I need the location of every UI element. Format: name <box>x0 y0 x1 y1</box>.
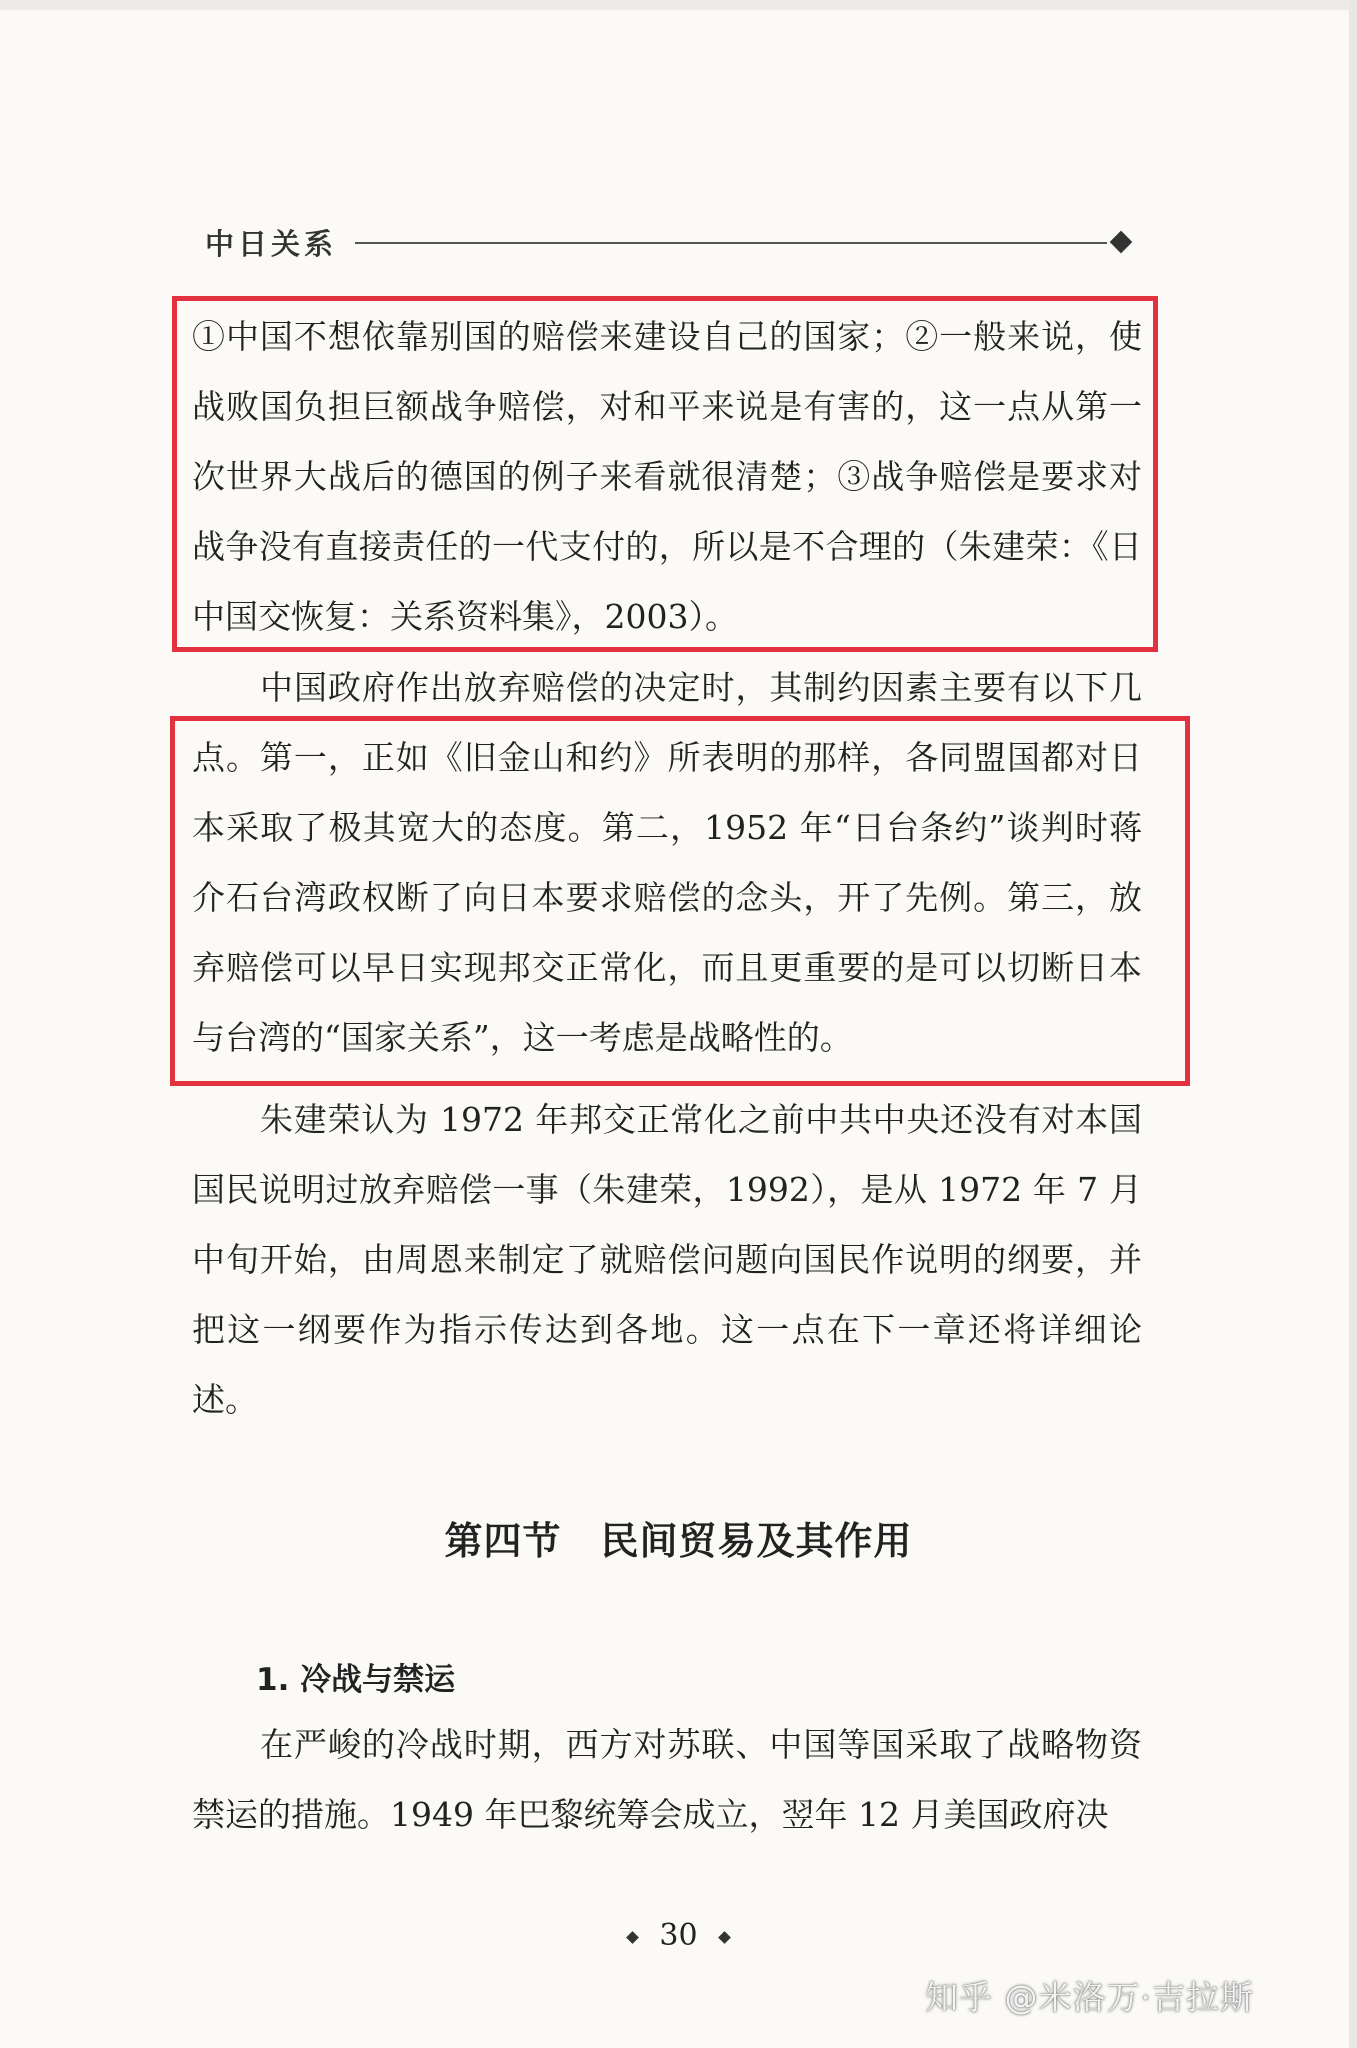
highlight-box-2 <box>170 716 1190 1086</box>
header-title: 中日关系 <box>205 227 338 261</box>
paragraph-4: 在严峻的冷战时期，西方对苏联、中国等国采取了战略物资禁运的措施。1949 年巴黎统筹会成立，翌年 12 月美国政府决 <box>192 1725 1142 1834</box>
diamond-icon <box>627 1931 640 1944</box>
highlight-box-1 <box>172 296 1158 652</box>
section-title: 第四节 民间贸易及其作用 <box>444 1519 913 1563</box>
subsection-title: 1. 冷战与禁运 <box>256 1662 456 1698</box>
page-footer <box>0 1918 1357 1953</box>
running-header <box>205 222 1135 262</box>
watermark: 知乎 @米洛万·吉拉斯 <box>925 1978 1254 2017</box>
page-right-edge <box>1349 0 1357 2048</box>
page-top-edge <box>0 0 1357 10</box>
paragraph-1: ①中国不想依靠别国的赔偿来建设自己的国家；②一般来说，使战败国负担巨额战争赔偿，对和平来说是有害的，这一点从第一次世界大战后的德国的例子来看就很清楚；③战争赔偿是要求对战争没有直接责任的一代支付的，所以是不合理的（朱建荣：《日中国交恢复：关系资料集》，2003）。 <box>192 317 1142 636</box>
diamond-icon <box>718 1931 731 1944</box>
header-rule <box>355 242 1107 244</box>
page-number: 30 <box>659 1918 698 1953</box>
paragraph-2: 中国政府作出放弃赔偿的决定时，其制约因素主要有以下几点。第一，正如《旧金山和约》所表明的那样，各同盟国都对日本采取了极其宽大的态度。第二，1952 年“日台条约”谈判时蒋介石台湾政权断了向日本要求赔偿的念头，开了先例。第三，放弃赔偿可以早日实现邦交正常化，而且更重要的是可以切断日本与台湾的“国家关系”，这一考虑是战略性的。 <box>192 668 1142 1057</box>
diamond-icon <box>1110 231 1133 254</box>
paragraph-3: 朱建荣认为 1972 年邦交正常化之前中共中央还没有对本国国民说明过放弃赔偿一事（朱建荣，1992），是从 1972 年 7 月中旬开始，由周恩来制定了就赔偿问题向国民作说明的纲要，并把这一纲要作为指示传达到各地。这一点在下一章还将详细论述。 <box>192 1100 1142 1419</box>
